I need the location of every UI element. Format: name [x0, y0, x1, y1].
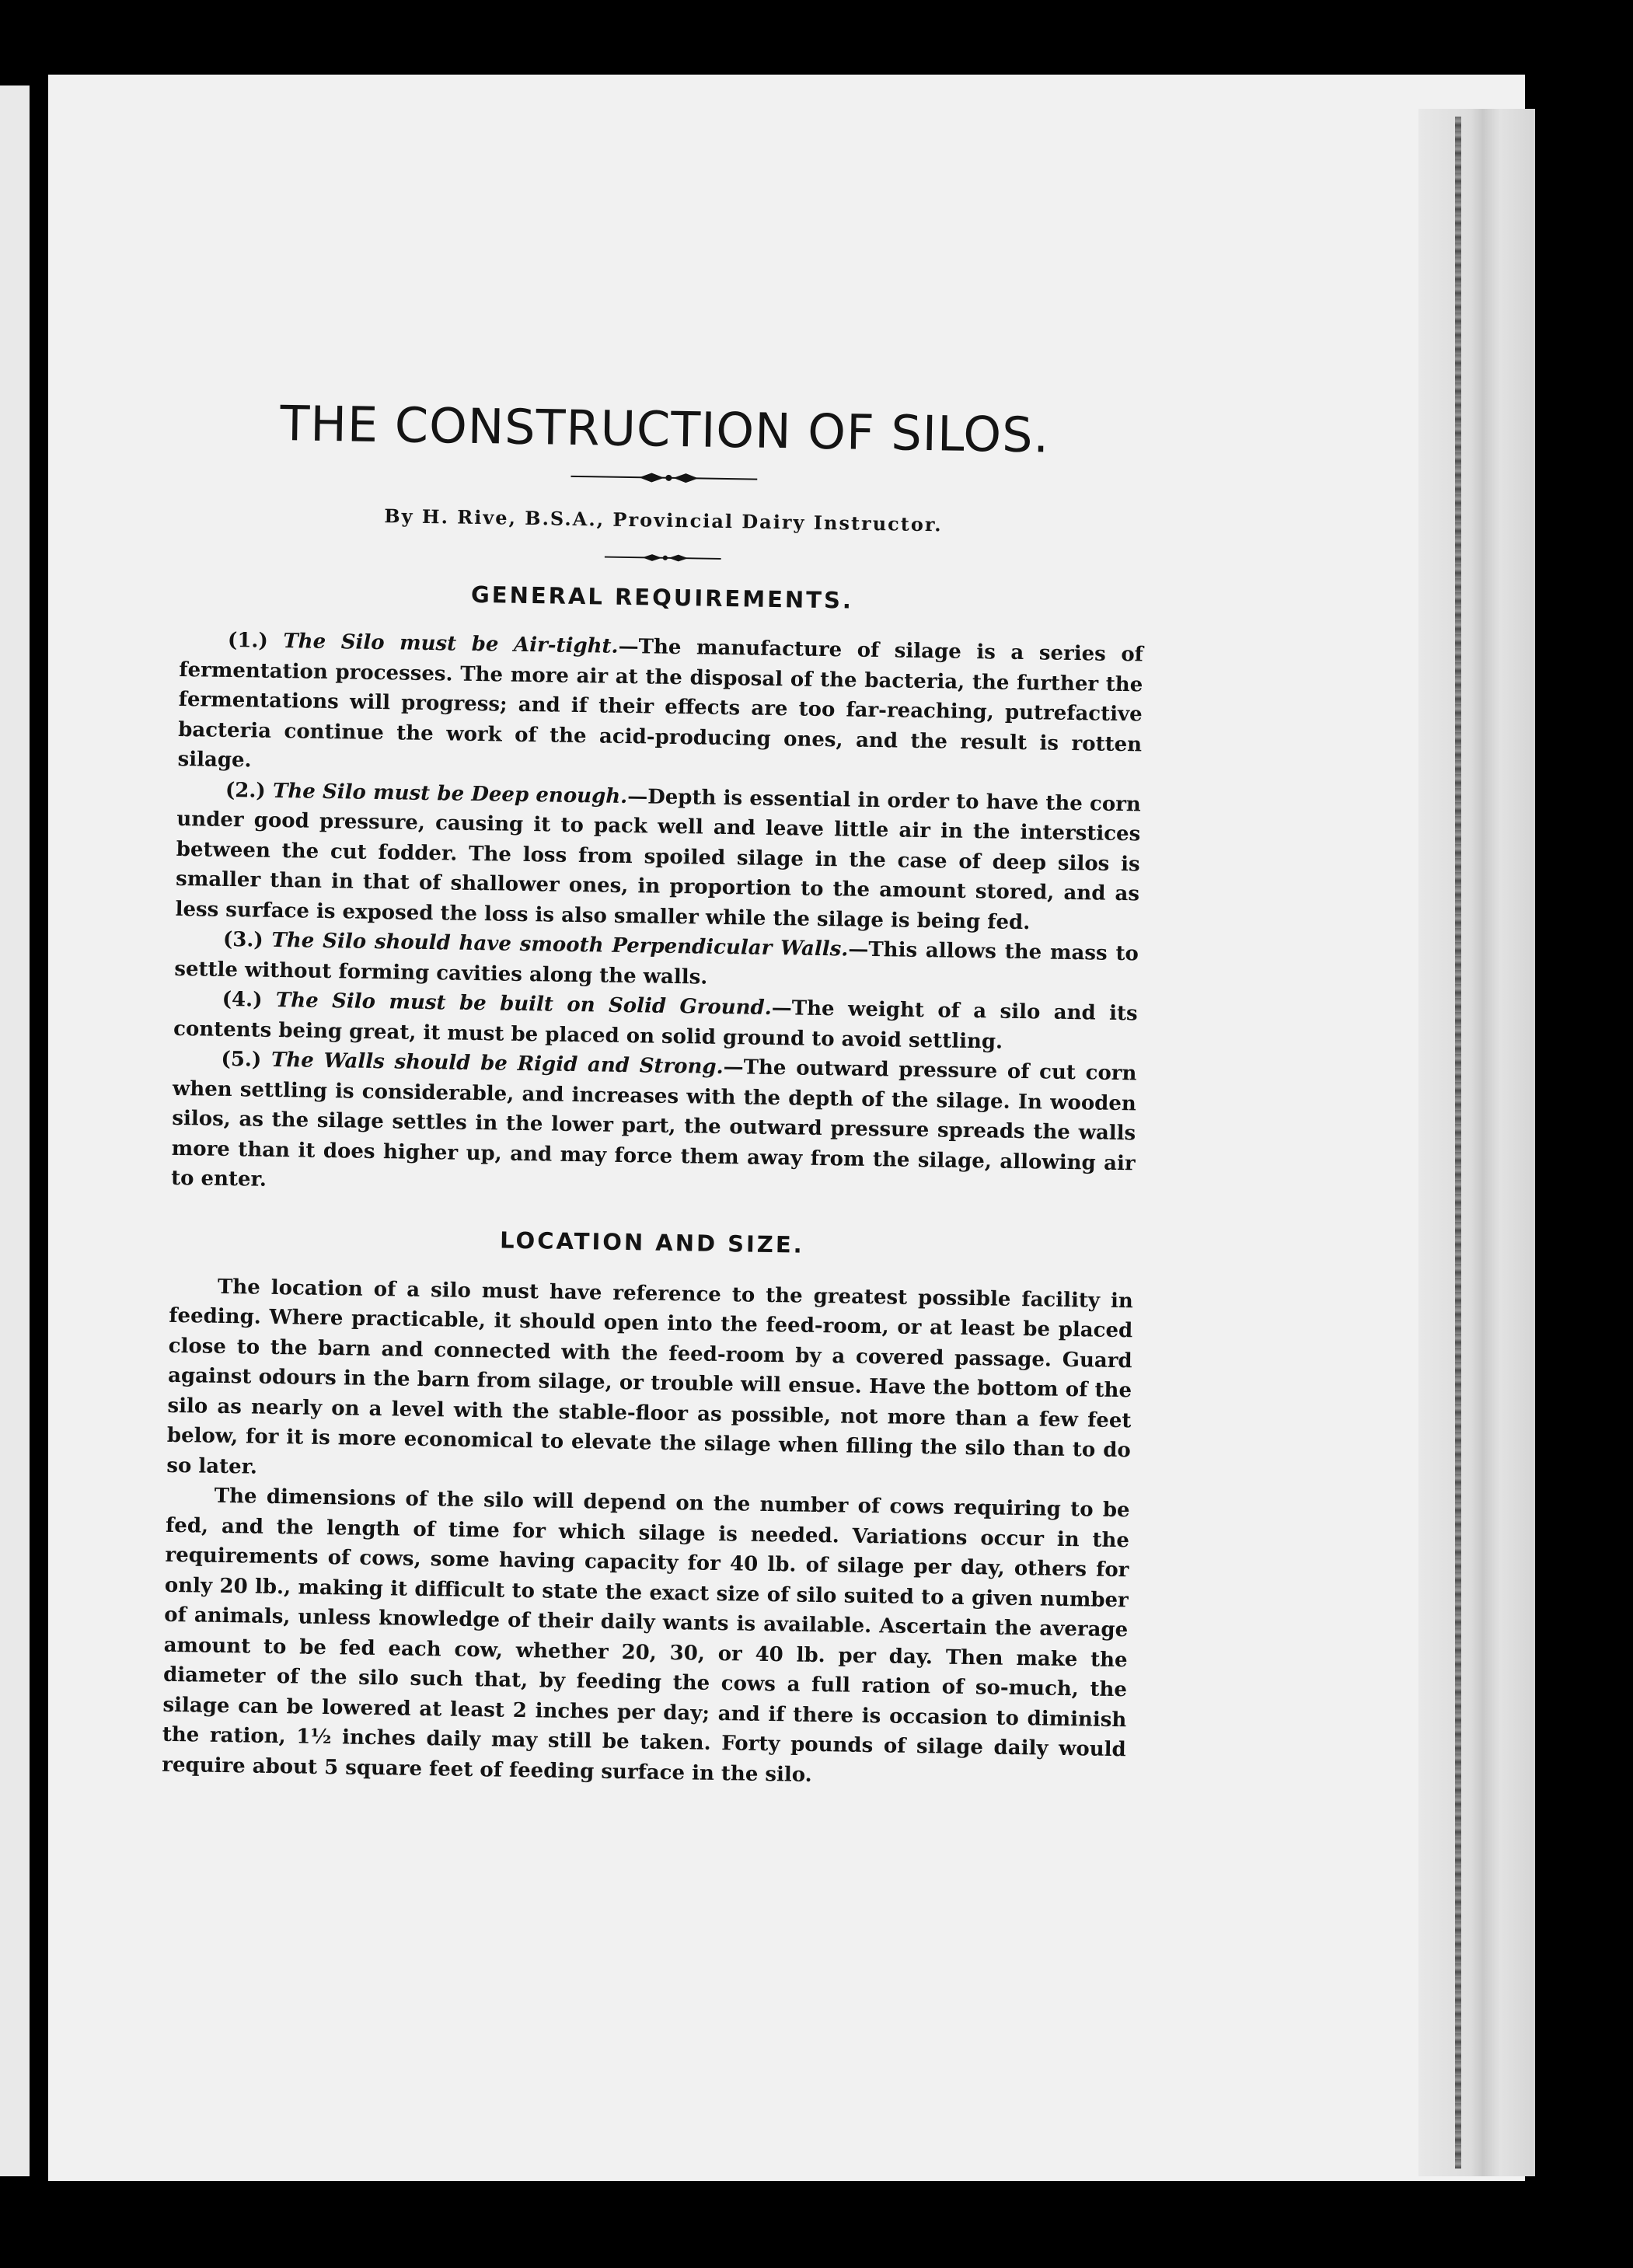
- section-heading-location: LOCATION AND SIZE.: [499, 1226, 804, 1258]
- requirement-lead: The Silo must be built on Solid Ground.: [275, 988, 773, 1020]
- page-stack-shadow: [1455, 117, 1461, 2169]
- ornament-divider-small: [605, 550, 721, 567]
- requirement-text: —Depth is essential in order to have the corn under good pressure, causing it to pack well and leave little air in the interstices between the cut fodder. The loss from spoiled silage in the case of deep silos is smaller than in that of shallower ones, in proportion to the amount stored, and as less surface is exposed the loss is also smaller while the silage is being fed.: [175, 784, 1142, 934]
- author-byline: By H. Rive, B.S.A., Provincial Dairy Instructor.: [384, 504, 943, 536]
- requirement-5: [171, 1044, 1137, 1209]
- requirement-lead: The Silo must be Deep enough.: [272, 779, 628, 808]
- body-paragraph-location: The location of a silo must have reference to the greatest possible facility in feeding. Where practicable, it should open into the feed-room, or at least be placed close to the barn and connected with the feed-room by a covered passage. Guard against odours in the barn from silage, or trouble will ensue. Have the bottom of the silo as nearly on a level with the stable-floor as possible, not more than a few feet below, for it is more economical to elevate the silage when filling the silo than to do so later.: [166, 1275, 1134, 1479]
- requirement-text: —The weight of a silo and its contents being great, it must be placed on solid ground to avoid settling.: [173, 996, 1138, 1054]
- article-title: THE CONSTRUCTION OF SILOS.: [279, 394, 1050, 464]
- section-heading-general: GENERAL REQUIREMENTS.: [470, 581, 854, 614]
- requirement-text: —The outward pressure of cut corn when settling is considerable, and increases with the depth of the silage. In wooden silos, as the silage settles in the lower part, the outward pressure spreads the walls more than it does higher up, and may force them away from the silage, allowing air to enter.: [170, 1055, 1137, 1192]
- requirement-number: (5.): [221, 1047, 262, 1072]
- facing-page-edge: [0, 85, 30, 2176]
- requirement-2: [175, 774, 1141, 939]
- requirement-text: —The manufacture of silage is a series of fermentation processes. The more air at the disposal of the bacteria, the further the fermentations will progress; and if their effects are too far-reaching, putrefactive bacteria continue the work of the acid-producing ones, and the result is rotten silage.: [177, 634, 1144, 773]
- requirement-number: (1.): [227, 628, 268, 653]
- page-stack-edge: [1418, 109, 1535, 2176]
- requirement-number: (3.): [222, 927, 263, 952]
- requirement-number: (2.): [225, 778, 266, 803]
- body-paragraph-dimensions: The dimensions of the silo will depend on the number of cows requiring to be fed, and the length of time for which silage is needed. Variations occur in the requirements of cows, some having capacity for 40 lb. of silage per day, others for only 20 lb., making it difficult to state the exact size of silo suited to a given number of animals, unless knowledge of their daily wants is available. Ascertain the average amount to be fed each cow, whether 20, 30, or 40 lb. per day. Then make the diameter of the silo such that, by feeding the cows a full ration of so-much, the silage can be lowered at least 2 inches per day; and if there is occasion to diminish the ration, 1½ inches daily may still be taken. Forty pounds of silage daily would require about 5 square feet of feeding surface in the silo.: [162, 1484, 1130, 1787]
- requirement-1: [177, 625, 1143, 790]
- requirement-lead: The Walls should be Rigid and Strong.: [270, 1048, 724, 1080]
- requirement-lead: The Silo must be Air-tight.: [283, 630, 619, 658]
- ornament-divider: [571, 469, 757, 487]
- requirement-text: —This allows the mass to settle without forming cavities along the walls.: [174, 937, 1139, 989]
- requirement-lead: The Silo should have smooth Perpendicular Walls.: [271, 928, 849, 961]
- article: [162, 393, 1147, 1795]
- requirement-number: (4.): [222, 987, 263, 1012]
